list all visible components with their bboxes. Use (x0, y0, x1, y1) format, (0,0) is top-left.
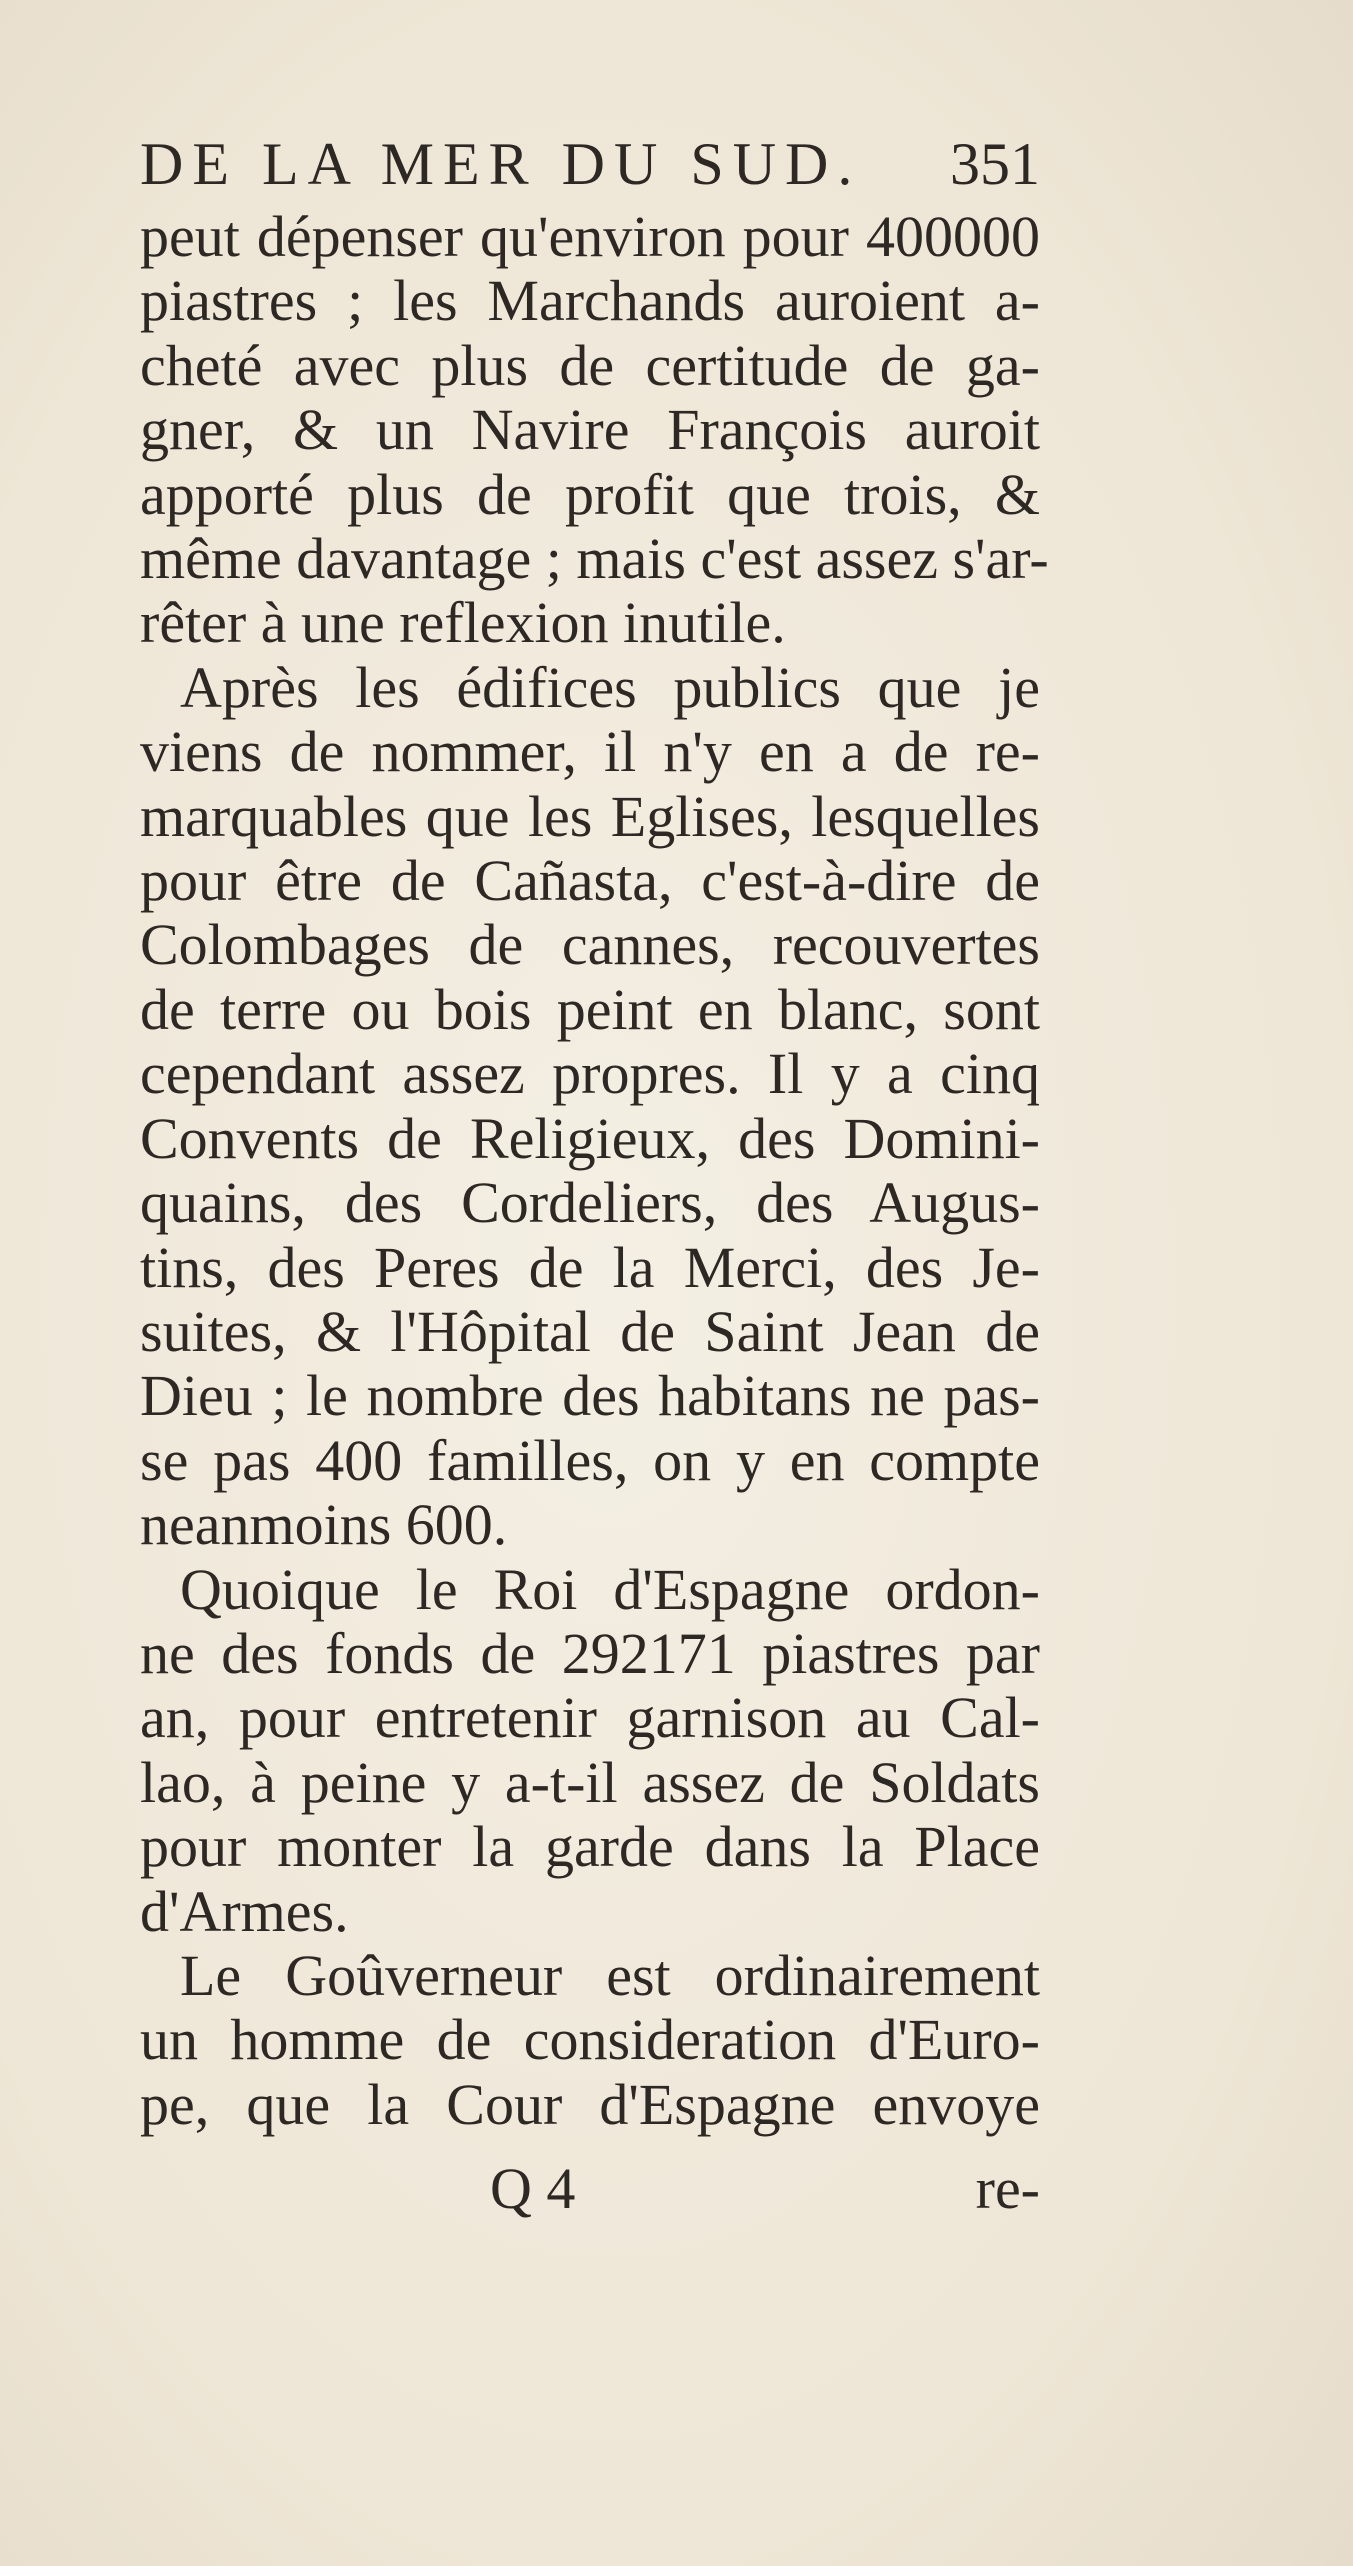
text-line: apporté plus de profit que trois, & (140, 461, 1040, 527)
text-line: piastres ; les Marchands auroient a- (140, 268, 1040, 334)
text-line: pour monter la garde dans la Place (140, 1814, 1040, 1880)
text-line: gner, & un Navire François auroit (140, 397, 1040, 463)
page-footer (140, 2155, 1040, 2225)
text-line: Après les édifices publics que je (180, 654, 1040, 720)
text-line: viens de nommer, il n'y en a de re- (140, 719, 1040, 785)
signature-mark: Q 4 (490, 2156, 576, 2221)
catchword: re- (975, 2156, 1040, 2221)
text-line: Le Goûverneur est ordinairement (180, 1942, 1040, 2008)
body-text (140, 204, 1049, 2137)
text-line: lao, à peine y a-t-il assez de Soldats (140, 1749, 1040, 1815)
text-line: rêter à une reflexion inutile. (140, 590, 786, 656)
text-line: quains, des Cordeliers, des Augus- (140, 1170, 1040, 1236)
running-head: DE LA MER DU SUD. (140, 131, 862, 197)
text-line: pe, que la Cour d'Espagne envoye (140, 2071, 1040, 2137)
text-line: Quoique le Roi d'Espagne ordon- (180, 1556, 1040, 1622)
text-line: an, pour entretenir garnison au Cal- (140, 1685, 1040, 1751)
text-line: cependant assez propres. Il y a cinq (140, 1041, 1040, 1107)
text-line: Dieu ; le nombre des habitans ne pas- (140, 1363, 1040, 1429)
text-line: pour être de Cañasta, c'est-à-dire de (140, 848, 1040, 914)
text-line: neanmoins 600. (140, 1492, 508, 1558)
text-line: un homme de consideration d'Euro- (140, 2007, 1040, 2073)
text-line: tins, des Peres de la Merci, des Je- (140, 1234, 1040, 1300)
text-line: se pas 400 familles, on y en compte (140, 1427, 1040, 1493)
text-line: de terre ou bois peint en blanc, sont (140, 976, 1040, 1042)
text-line: même davantage ; mais c'est assez s'ar- (140, 526, 1049, 592)
text-line: suites, & l'Hôpital de Saint Jean de (140, 1298, 1040, 1364)
page-header (140, 130, 1040, 210)
text-line: cheté avec plus de certitude de ga- (140, 332, 1040, 398)
text-line: Colombages de cannes, recouvertes (140, 912, 1040, 978)
text-line: marquables que les Eglises, lesquelles (140, 783, 1040, 849)
text-line: ne des fonds de 292171 piastres par (140, 1620, 1040, 1686)
text-line: peut dépenser qu'environ pour 400000 (140, 204, 1040, 269)
page-number: 351 (950, 131, 1040, 197)
text-line: d'Armes. (140, 1878, 349, 1944)
text-line: Convents de Religieux, des Domini- (140, 1105, 1040, 1171)
